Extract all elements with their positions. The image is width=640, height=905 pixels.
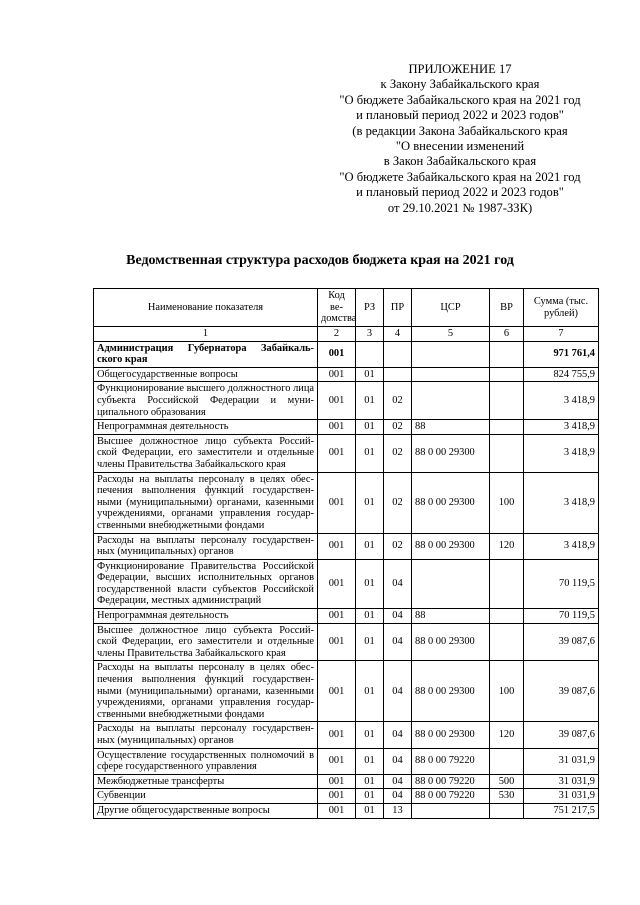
cell-rz: 01 <box>356 559 384 608</box>
cell-ved: 001 <box>318 803 356 818</box>
cell-vr <box>490 420 524 435</box>
cell-ved: 001 <box>318 533 356 559</box>
table-row <box>94 722 599 748</box>
header-sum: Сумма (тыс. рублей) <box>524 289 599 327</box>
cell-rz: 01 <box>356 609 384 624</box>
column-number: 1 <box>94 327 318 342</box>
table-body <box>94 341 599 818</box>
column-number-row <box>94 327 599 342</box>
table-row <box>94 803 599 818</box>
appendix-line: "О бюджете Забайкальского края на 2021 год <box>339 169 581 184</box>
cell-vr <box>490 559 524 608</box>
table-row <box>94 789 599 804</box>
cell-ved: 001 <box>318 748 356 774</box>
cell-vr: 100 <box>490 472 524 533</box>
budget-table <box>93 288 599 819</box>
cell-vr: 120 <box>490 533 524 559</box>
cell-pr: 02 <box>384 533 412 559</box>
cell-csr: 88 0 00 29300 <box>412 722 490 748</box>
cell-vr <box>490 367 524 382</box>
appendix-line: в Закон Забайкальского края <box>383 154 537 169</box>
cell-name: Общегосударственные вопросы <box>94 367 318 382</box>
cell-csr: 88 0 00 29300 <box>412 661 490 722</box>
cell-ved: 001 <box>318 559 356 608</box>
cell-csr: 88 0 00 79220 <box>412 748 490 774</box>
table-header-row <box>94 289 599 327</box>
cell-pr: 02 <box>384 420 412 435</box>
cell-name: Осуществление государственных полномочий в сфере государственного управления <box>94 748 318 774</box>
column-number: 2 <box>318 327 356 342</box>
appendix-line: и плановый период 2022 и 2023 годов" <box>356 108 564 123</box>
appendix-line: и плановый период 2022 и 2023 годов" <box>356 185 564 200</box>
cell-csr: 88 0 00 79220 <box>412 789 490 804</box>
appendix-line: ПРИЛОЖЕНИЕ 17 <box>408 62 512 76</box>
cell-ved: 001 <box>318 789 356 804</box>
table-row <box>94 774 599 789</box>
table-row <box>94 434 599 472</box>
cell-vr <box>490 341 524 367</box>
cell-sum: 31 031,9 <box>524 789 599 804</box>
cell-csr: 88 <box>412 420 490 435</box>
cell-vr: 530 <box>490 789 524 804</box>
appendix-line: "О бюджете Забайкальского края на 2021 год <box>339 92 581 107</box>
cell-rz: 01 <box>356 803 384 818</box>
cell-name: Функционирование Правительства Российской Федерации, высших исполнительных органов государственной власти субъектов Российской Федерации, местных администраций <box>94 559 318 608</box>
cell-sum: 751 217,5 <box>524 803 599 818</box>
cell-sum: 3 418,9 <box>524 420 599 435</box>
cell-sum: 39 087,6 <box>524 661 599 722</box>
appendix-line: к Закону Забайкальского края <box>380 77 540 92</box>
cell-rz: 01 <box>356 533 384 559</box>
cell-name: Другие общегосударственные вопросы <box>94 803 318 818</box>
cell-pr: 04 <box>384 722 412 748</box>
cell-pr <box>384 341 412 367</box>
cell-vr <box>490 382 524 420</box>
cell-sum: 31 031,9 <box>524 748 599 774</box>
appendix-header <box>300 62 620 216</box>
appendix-line: (в редакции Закона Забайкальского края <box>352 123 568 138</box>
cell-vr: 100 <box>490 661 524 722</box>
cell-ved: 001 <box>318 609 356 624</box>
cell-ved: 001 <box>318 472 356 533</box>
cell-csr <box>412 382 490 420</box>
cell-sum: 3 418,9 <box>524 434 599 472</box>
cell-rz: 01 <box>356 748 384 774</box>
cell-csr: 88 0 00 29300 <box>412 472 490 533</box>
cell-pr: 04 <box>384 559 412 608</box>
cell-ved: 001 <box>318 434 356 472</box>
cell-name: Высшее должностное лицо субъекта Россий-ской Федерации, его заместители и отдельные члены Правительства Забайкальского края <box>94 434 318 472</box>
cell-csr <box>412 803 490 818</box>
table-row <box>94 472 599 533</box>
cell-sum: 70 119,5 <box>524 559 599 608</box>
table-row <box>94 559 599 608</box>
cell-ved: 001 <box>318 774 356 789</box>
cell-rz: 01 <box>356 623 384 661</box>
cell-sum: 824 755,9 <box>524 367 599 382</box>
cell-sum: 971 761,4 <box>524 341 599 367</box>
cell-vr <box>490 623 524 661</box>
cell-pr <box>384 367 412 382</box>
column-number: 6 <box>490 327 524 342</box>
cell-pr: 02 <box>384 434 412 472</box>
cell-name: Межбюджетные трансферты <box>94 774 318 789</box>
cell-ved: 001 <box>318 367 356 382</box>
cell-pr: 04 <box>384 774 412 789</box>
cell-csr: 88 0 00 29300 <box>412 434 490 472</box>
appendix-line: от 29.10.2021 № 1987-ЗЗК) <box>387 200 533 215</box>
cell-ved: 001 <box>318 341 356 367</box>
cell-pr: 04 <box>384 623 412 661</box>
cell-vr: 500 <box>490 774 524 789</box>
cell-name: Расходы на выплаты персоналу в целях обес-печения выполнения функций государствен-ными (муниципальными) органами, казенными учреждениями, органами управления государ-ственными внебюджетными фондами <box>94 472 318 533</box>
table-row <box>94 661 599 722</box>
cell-csr: 88 0 00 79220 <box>412 774 490 789</box>
column-number: 4 <box>384 327 412 342</box>
table-row <box>94 420 599 435</box>
cell-rz: 01 <box>356 789 384 804</box>
cell-rz: 01 <box>356 472 384 533</box>
cell-vr <box>490 803 524 818</box>
column-number: 5 <box>412 327 490 342</box>
cell-sum: 39 087,6 <box>524 722 599 748</box>
cell-vr <box>490 434 524 472</box>
cell-pr: 04 <box>384 748 412 774</box>
cell-name: Непрограммная деятельность <box>94 420 318 435</box>
table-row <box>94 748 599 774</box>
cell-sum: 39 087,6 <box>524 623 599 661</box>
cell-ved: 001 <box>318 623 356 661</box>
cell-ved: 001 <box>318 722 356 748</box>
cell-csr <box>412 341 490 367</box>
header-pr: ПР <box>384 289 412 327</box>
cell-pr: 04 <box>384 609 412 624</box>
table-row <box>94 367 599 382</box>
cell-name: Функционирование высшего должностного лица субъекта Российской Федерации и муни-ципального образования <box>94 382 318 420</box>
document-title: Ведомственная структура расходов бюджета края на 2021 год <box>126 253 514 268</box>
cell-vr: 120 <box>490 722 524 748</box>
table-row <box>94 623 599 661</box>
table-row <box>94 382 599 420</box>
header-vr: ВР <box>490 289 524 327</box>
table-row <box>94 341 599 367</box>
cell-name: Администрация Губернатора Забайкаль-ского края <box>94 341 318 367</box>
cell-sum: 70 119,5 <box>524 609 599 624</box>
header-name: Наименование показателя <box>94 289 318 327</box>
header-csr: ЦСР <box>412 289 490 327</box>
cell-name: Непрограммная деятельность <box>94 609 318 624</box>
cell-rz: 01 <box>356 382 384 420</box>
cell-pr: 04 <box>384 789 412 804</box>
cell-csr: 88 0 00 29300 <box>412 623 490 661</box>
column-number: 3 <box>356 327 384 342</box>
table-row <box>94 533 599 559</box>
cell-name: Субвенции <box>94 789 318 804</box>
header-ved: Код ве-домства <box>318 289 356 327</box>
cell-rz: 01 <box>356 420 384 435</box>
cell-rz: 01 <box>356 774 384 789</box>
cell-sum: 3 418,9 <box>524 472 599 533</box>
cell-sum: 3 418,9 <box>524 533 599 559</box>
cell-vr <box>490 748 524 774</box>
cell-pr: 13 <box>384 803 412 818</box>
cell-csr: 88 <box>412 609 490 624</box>
cell-name: Расходы на выплаты персоналу государствен-ных (муниципальных) органов <box>94 722 318 748</box>
cell-sum: 3 418,9 <box>524 382 599 420</box>
cell-ved: 001 <box>318 382 356 420</box>
cell-pr: 02 <box>384 382 412 420</box>
cell-csr <box>412 367 490 382</box>
column-number: 7 <box>524 327 599 342</box>
table-row <box>94 609 599 624</box>
cell-csr <box>412 559 490 608</box>
cell-ved: 001 <box>318 661 356 722</box>
cell-pr: 02 <box>384 472 412 533</box>
header-rz: РЗ <box>356 289 384 327</box>
cell-name: Расходы на выплаты персоналу государствен-ных (муниципальных) органов <box>94 533 318 559</box>
cell-vr <box>490 609 524 624</box>
cell-name: Высшее должностное лицо субъекта Россий-ской Федерации, его заместители и отдельные члены Правительства Забайкальского края <box>94 623 318 661</box>
cell-sum: 31 031,9 <box>524 774 599 789</box>
cell-rz: 01 <box>356 434 384 472</box>
cell-ved: 001 <box>318 420 356 435</box>
appendix-line: "О внесении изменений <box>395 139 525 154</box>
cell-rz: 01 <box>356 722 384 748</box>
cell-csr: 88 0 00 29300 <box>412 533 490 559</box>
cell-pr: 04 <box>384 661 412 722</box>
cell-rz: 01 <box>356 661 384 722</box>
cell-rz: 01 <box>356 367 384 382</box>
cell-rz <box>356 341 384 367</box>
cell-name: Расходы на выплаты персоналу в целях обес-печения выполнения функций государствен-ными (муниципальными) органами, казенными учреждениями, органами управления государ-ственными внебюджетными фондами <box>94 661 318 722</box>
